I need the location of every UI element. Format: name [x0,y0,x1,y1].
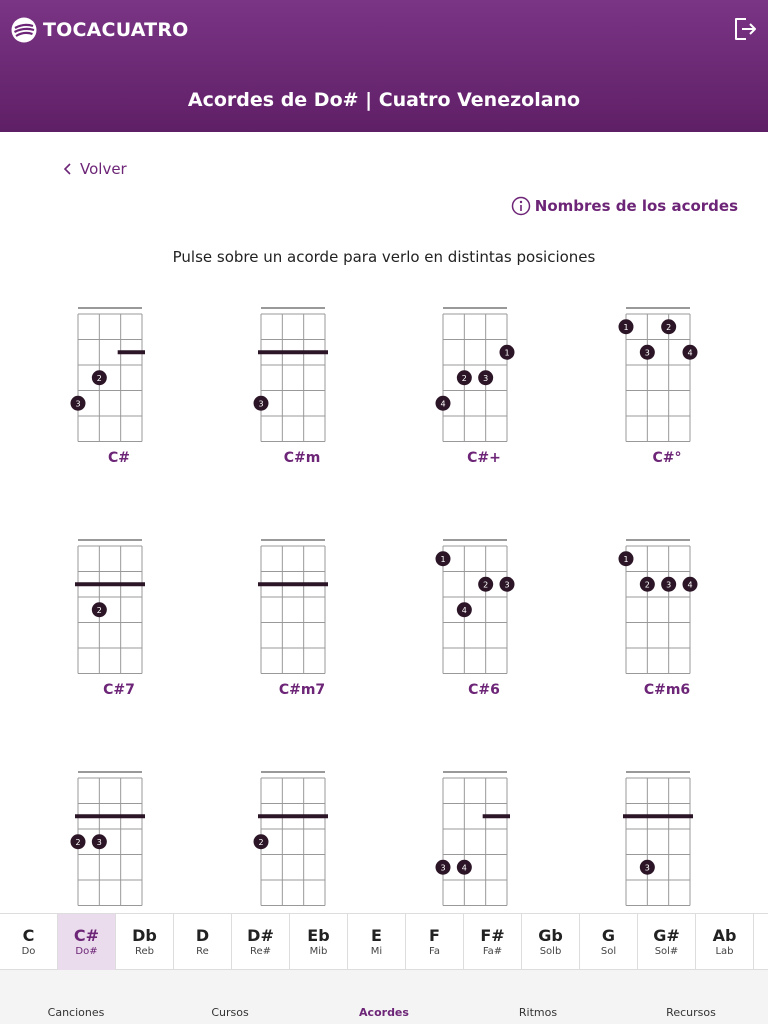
finger-number: 3 [440,863,446,873]
finger-number: 4 [461,605,467,615]
key-name: C# [73,926,100,945]
chord-diagram [612,536,722,696]
bottom-tab-bar [0,970,768,1024]
chord-diagram [429,536,539,696]
finger-number: 3 [75,399,81,409]
chord-card[interactable] [429,536,539,716]
chord-diagram [429,768,539,913]
key-button[interactable] [580,914,638,970]
chord-diagram [247,768,357,913]
key-name: D [195,926,210,945]
key-button[interactable] [406,914,464,970]
key-name: Ab [712,926,737,945]
key-button[interactable] [638,914,696,970]
chord-diagram [64,304,174,464]
key-solfege: Mi [370,946,383,957]
chord-name: C# [107,449,130,466]
chord-name: C#7 [103,681,135,698]
chord-name: C#6 [468,681,500,698]
key-solfege: Solb [539,946,562,957]
chord-diagram [612,304,722,464]
finger-number: 4 [687,580,693,590]
chord-card[interactable] [429,304,539,484]
chord-diagram [64,536,174,696]
key-name: G# [653,926,680,945]
instruction-text: Pulse sobre un acorde para verlo en distintas posiciones [172,248,596,266]
key-solfege: Re# [249,946,272,957]
key-name: G [601,926,616,945]
tab-recursos[interactable]: Recursos [666,1006,716,1019]
key-name: F [429,926,440,945]
key-name: Db [132,926,157,945]
key-button[interactable] [522,914,580,970]
key-solfege: Do# [75,946,98,957]
chord-diagram [429,304,539,464]
key-button[interactable] [290,914,348,970]
key-solfege: Fa# [482,946,503,957]
finger-number: 2 [258,837,264,847]
finger-number: 2 [461,373,467,383]
key-solfege: Reb [135,946,154,957]
key-name: C [22,926,35,945]
key-name: E [371,926,382,945]
finger-number: 2 [96,373,102,383]
chord-card[interactable] [612,304,722,484]
chord-card[interactable] [247,536,357,716]
finger-number: 2 [75,837,81,847]
chord-card[interactable] [64,768,174,913]
chord-names-label: Nombres de los acordes [534,197,738,215]
finger-number: 3 [644,348,650,358]
finger-number: 1 [623,554,629,564]
finger-number: 4 [440,399,446,409]
key-button[interactable] [348,914,406,970]
key-button[interactable] [464,914,522,970]
chord-diagram [612,768,722,913]
finger-number: 4 [687,348,693,358]
chord-diagram [64,768,174,913]
chord-name: C#m6 [643,681,691,698]
finger-number: 2 [483,580,489,590]
chord-card[interactable] [247,768,357,913]
finger-number: 3 [666,580,672,590]
key-button[interactable] [696,914,754,970]
key-name: D# [247,926,274,945]
finger-number: 1 [440,554,446,564]
key-name: Gb [538,926,563,945]
chord-diagram [247,304,357,464]
key-name: F# [480,926,505,945]
key-button[interactable] [116,914,174,970]
key-solfege: Mib [309,946,328,957]
finger-number: 3 [644,863,650,873]
page-title: Acordes de Do# | Cuatro Venezolano [187,89,581,111]
finger-number: 2 [644,580,650,590]
key-solfege: Sol# [654,946,679,957]
finger-number: 3 [258,399,264,409]
finger-number: 3 [504,580,510,590]
chord-card[interactable] [429,768,539,913]
key-solfege: Lab [715,946,734,957]
finger-number: 3 [483,373,489,383]
finger-number: 2 [666,322,672,332]
chord-card[interactable] [247,304,357,484]
key-solfege: Re [196,946,209,957]
chord-name: C#m [283,449,321,466]
tab-cursos[interactable]: Cursos [211,1006,249,1019]
key-button[interactable] [174,914,232,970]
chord-diagram [247,536,357,696]
key-selector [0,913,768,970]
tab-ritmos[interactable]: Ritmos [518,1006,558,1019]
chord-name: C#° [652,449,682,466]
back-label: Volver [80,160,127,178]
key-solfege: Sol [600,946,617,957]
chord-card[interactable] [612,536,722,716]
tab-acordes[interactable]: Acordes [359,1006,409,1019]
chord-card[interactable] [64,304,174,484]
chord-name: C#m7 [278,681,326,698]
finger-number: 4 [461,863,467,873]
chord-name: C#+ [467,449,501,466]
key-button[interactable] [232,914,290,970]
finger-number: 3 [96,837,102,847]
tab-canciones[interactable]: Canciones [47,1006,105,1019]
key-button[interactable] [58,914,116,970]
key-name: Eb [307,926,330,945]
key-button[interactable] [0,914,58,970]
key-solfege: Do [21,946,36,957]
key-solfege: Fa [429,946,440,957]
finger-number: 2 [96,605,102,615]
finger-number: 1 [504,348,510,358]
chord-card[interactable] [612,768,722,913]
logo-text: TOCACUATRO [43,19,189,41]
finger-number: 1 [623,322,629,332]
chord-card[interactable] [64,536,174,716]
